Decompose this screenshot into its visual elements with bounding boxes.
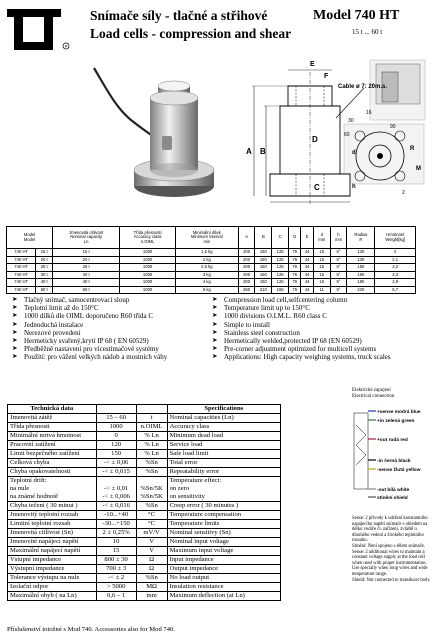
spec-cell: Temperature compensation <box>167 511 280 520</box>
model-table-header-cell: E <box>301 227 313 249</box>
table-row <box>8 592 281 601</box>
table-cell: 130 <box>347 256 375 264</box>
table-row <box>7 264 416 272</box>
draw-label-30: 30 <box>348 118 354 124</box>
spec-cell: Izolační odpor <box>8 583 97 592</box>
table-row <box>8 556 281 565</box>
spec-cell: -< ± 0,015 <box>96 468 136 477</box>
spec-cell: 0 <box>96 432 136 441</box>
spec-cell: Minimum dead load <box>167 432 280 441</box>
table-cell: 150 <box>255 249 272 257</box>
table-cell: 210 <box>255 286 272 294</box>
spec-cell: 15 <box>96 547 136 556</box>
table-cell: 15 t <box>53 249 120 257</box>
feature-item: ➤ Applications: High capacity weighing systems, truck scales <box>212 353 422 361</box>
spec-cell: %Sn <box>136 459 167 468</box>
table-cell: 155 <box>272 286 289 294</box>
table-cell: 125 <box>272 264 289 272</box>
table-cell: 30 t <box>53 271 120 279</box>
spec-cell: 10 <box>96 538 136 547</box>
spec-cell: 15 – 60 <box>96 414 136 423</box>
spec-cell: %Sn/5K %Sn/5K <box>136 477 167 502</box>
wire-label: -out bílá white <box>377 487 410 493</box>
draw-label-16: 16 <box>366 110 372 116</box>
spec-cell: Total error <box>167 459 280 468</box>
table-cell: 40 t <box>36 279 53 287</box>
table-cell: 15 <box>313 264 330 272</box>
draw-label-c: C <box>314 183 320 192</box>
table-cell: 15 <box>313 249 330 257</box>
table-row <box>8 502 281 511</box>
spec-cell: Input impedance <box>167 556 280 565</box>
table-cell: 60 t <box>53 286 120 294</box>
spec-cell: 2 ± 0,25% <box>96 529 136 538</box>
table-cell: 76 <box>289 286 301 294</box>
spec-cell: Tolerance výstupu na nule <box>8 574 97 583</box>
table-cell: 260 <box>238 286 255 294</box>
draw-label-b: B <box>260 147 266 156</box>
table-row <box>7 279 416 287</box>
feature-item: ➤ Použití: pro vážení velkých nádob a mostních váhy <box>12 353 217 361</box>
spec-cell: Output impedance <box>167 565 280 574</box>
table-cell: 76 <box>289 264 301 272</box>
feature-item: ➤ Nerezové provedení <box>12 329 217 337</box>
features-czech-list <box>12 296 217 362</box>
spec-cell: Service load <box>167 441 280 450</box>
table-cell: 11 <box>313 286 330 294</box>
wiring-diagram <box>352 405 432 513</box>
table-cell: 6 kg <box>175 286 238 294</box>
table-cell: 130 <box>347 249 375 257</box>
table-cell: 15 <box>313 271 330 279</box>
spec-cell: -< ± 0,016 <box>96 502 136 511</box>
table-cell: 5° <box>330 249 347 257</box>
table-cell: 5° <box>330 264 347 272</box>
spec-cell: Limitní teplotní rozsah <box>8 520 97 529</box>
model-table-header-cell: Třída přesnosti Accuracy class n.OIML <box>120 227 176 249</box>
table-cell: 44 <box>301 249 313 257</box>
table-row <box>8 414 281 423</box>
table-cell: 76 <box>289 256 301 264</box>
table-cell: 4 kg <box>175 279 238 287</box>
spec-cell: Teplotní drift: na nule na známé hodnotě <box>8 477 97 502</box>
model-name: Model 740 HT <box>313 8 400 23</box>
model-table-header-cell: D <box>289 227 301 249</box>
features-english-list <box>212 296 422 362</box>
table-cell: 44 <box>301 256 313 264</box>
spec-cell: Maximální napájecí napětí <box>8 547 97 556</box>
table-cell: 740 HT <box>7 264 36 272</box>
draw-label-e: E <box>310 61 315 68</box>
electrical-connection-title <box>352 388 432 400</box>
table-cell: 200 <box>238 256 255 264</box>
table-row <box>7 271 416 279</box>
spec-cell: mV/V <box>136 529 167 538</box>
feature-item: ➤ Simple to install <box>212 321 422 329</box>
spec-cell: n.OIML <box>136 423 167 432</box>
svg-text:R: R <box>64 43 68 49</box>
feature-item: ➤ 1000 dílků dle OIML doporučeno R60 třída C <box>12 312 217 320</box>
dimension-drawing <box>240 58 430 206</box>
table-cell: 740 HT <box>7 279 36 287</box>
spec-cell: Nominal input voltage <box>167 538 280 547</box>
model-dimensions-table <box>6 226 416 294</box>
spec-cell: Celková chyba <box>8 459 97 468</box>
model-table-header-cell: Hmotnost Weight[kg] <box>375 227 416 249</box>
table-row <box>8 520 281 529</box>
table-cell: 5,7 <box>375 286 416 294</box>
table-cell: 1000 <box>120 279 176 287</box>
feature-item: ➤ Compression load cell,selfcentering column <box>212 296 422 304</box>
draw-label-60: 60 <box>344 132 350 138</box>
table-row <box>8 511 281 520</box>
feature-item: ➤ Hermetically welded,protected IP 68 (EN 60529) <box>212 337 422 345</box>
table-cell: 740 HT <box>7 286 36 294</box>
feature-item: ➤ Předběžně nastavení pro vícestimačové systémy <box>12 345 217 353</box>
spec-cell: % Ln <box>136 432 167 441</box>
table-cell: 150 <box>255 271 272 279</box>
table-row <box>7 249 416 257</box>
table-cell: 740 HT <box>7 256 36 264</box>
spec-cell: 0,6 – 1 <box>96 592 136 601</box>
wire-label: -sense žlutá yellow <box>377 467 421 473</box>
table-cell: 20 t <box>53 256 120 264</box>
feature-item: ➤ Jednoduchá instalace <box>12 321 217 329</box>
table-cell: 30 t <box>36 271 53 279</box>
table-cell: 20 t <box>36 256 53 264</box>
table-cell: 15 <box>313 256 330 264</box>
draw-label-90: 90 <box>390 124 396 130</box>
spec-cell: % Ln <box>136 441 167 450</box>
spec-cell: Maximum deflection (at Ln) <box>167 592 280 601</box>
table-cell: 150 <box>255 279 272 287</box>
table-row <box>8 468 281 477</box>
feature-item: ➤ 1000 divisions O.I.M.L. R60 class C <box>212 312 422 320</box>
spec-cell: %Sn <box>136 574 167 583</box>
table-cell: 3 kg <box>175 271 238 279</box>
spec-cell: Maximální ohyb ( na Ln) <box>8 592 97 601</box>
spec-cell: Chyba opakovatelnosti <box>8 468 97 477</box>
draw-label-d: D <box>312 135 318 144</box>
table-cell: 150 <box>255 264 272 272</box>
table-cell: 2,2 <box>375 264 416 272</box>
table-cell: 200 <box>238 271 255 279</box>
spec-cell: Vstupní impedance <box>8 556 97 565</box>
spec-cell: 1000 <box>96 423 136 432</box>
draw-label-r: R <box>410 146 415 152</box>
spec-cell: Nominal capacities (Ln) <box>167 414 280 423</box>
table-cell: 150 <box>347 264 375 272</box>
model-table-header-cell: C <box>272 227 289 249</box>
feature-item: ➤ Tlačný snímač, samocentrovací sloup <box>12 296 217 304</box>
table-cell: 200 <box>238 249 255 257</box>
spec-cell: > 5000 <box>96 583 136 592</box>
feature-item: ➤ Pre-corner adjustment optimized for multicell systems <box>212 345 422 353</box>
table-row <box>8 432 281 441</box>
table-cell: 44 <box>301 286 313 294</box>
model-table-header-cell: Jmenovitá citlivost Nominal capacity Ln <box>53 227 120 249</box>
table-row <box>8 547 281 556</box>
table-cell: 160 <box>347 271 375 279</box>
spec-header-english: Specifications <box>167 405 280 414</box>
model-table-header-cell: Minimální dílek Minimum interval min <box>175 227 238 249</box>
spec-cell: V <box>136 547 167 556</box>
accessories-footer: Příslušenství totožné s Mod 740. Accessories also for Mod 740. <box>7 626 175 633</box>
cable-label: Cable ø 7: 20m.s. <box>338 84 388 90</box>
spec-cell: -30...+150 <box>96 520 136 529</box>
model-range: 15 t ... 60 t <box>352 28 383 36</box>
table-row <box>8 477 281 502</box>
spec-cell: 150 <box>96 450 136 459</box>
wire-label: +out rudá red <box>377 437 408 443</box>
spec-cell: Jmenovitá citlivost (Sn) <box>8 529 97 538</box>
spec-cell: Repeatability error <box>167 468 280 477</box>
table-row <box>8 574 281 583</box>
table-cell: 5° <box>330 286 347 294</box>
spec-cell: Jmenovitý teplotní rozsah <box>8 511 97 520</box>
table-row <box>7 286 416 294</box>
table-row <box>7 256 416 264</box>
electrical-note: Sense: 2 přívody k udržení konstantního napájecího napětí snímače s ohledem na délku vodiče či. zařízení, zvláště u dlouhého vedení a širokého teplotního rozsahu. Stínění: Není spojeno s tělem snímače. Sense: 2 additional wires to maintain a constant voltage supply at the load cell when used with proper instrumentation. Use specially when long wires and wide temperature range. Shield: Not connected to transducer body. <box>352 516 431 583</box>
spec-cell: Chyba tečení ( 30 minut ) <box>8 502 97 511</box>
spec-cell: °C <box>136 511 167 520</box>
spec-cell: 800 ± 30 <box>96 556 136 565</box>
spec-cell: Ω <box>136 565 167 574</box>
spec-cell: mm <box>136 592 167 601</box>
table-cell: 5° <box>330 271 347 279</box>
table-cell: 2,9 <box>375 279 416 287</box>
spec-cell: Limit bezpečného zatížení <box>8 450 97 459</box>
spec-cell: Minimální mrtvá hmotnost <box>8 432 97 441</box>
table-cell: 1000 <box>120 249 176 257</box>
spec-cell: % Ln <box>136 450 167 459</box>
spec-cell: t <box>136 414 167 423</box>
specifications-table <box>7 404 281 601</box>
table-row <box>8 450 281 459</box>
spec-cell: Creep error ( 30 minutes ) <box>167 502 280 511</box>
spec-cell: -< ± 0,01 -< ± 0,006 <box>96 477 136 502</box>
table-cell: 25 t <box>53 264 120 272</box>
spec-cell: °C <box>136 520 167 529</box>
table-row <box>8 565 281 574</box>
spec-cell: -< ± 0,06 <box>96 459 136 468</box>
table-cell: 150 <box>255 256 272 264</box>
feature-item: ➤ Stainless steel construction <box>212 329 422 337</box>
model-table-header-cell: Model Model <box>7 227 53 249</box>
table-cell: 2,3 <box>375 271 416 279</box>
model-table-header-cell: h mm <box>330 227 347 249</box>
spec-header-czech: Technická data <box>8 405 97 414</box>
spec-cell: MΩ <box>136 583 167 592</box>
table-row <box>8 529 281 538</box>
table-cell: 125 <box>272 256 289 264</box>
table-cell: 1000 <box>120 256 176 264</box>
table-cell: 76 <box>289 271 301 279</box>
model-table-header <box>7 227 416 249</box>
draw-label-d-small: d <box>352 150 356 156</box>
spec-cell: Accuracy class <box>167 423 280 432</box>
spec-cell: %Sn <box>136 468 167 477</box>
load-cell-photo <box>86 58 241 205</box>
model-table-header-cell: A <box>238 227 255 249</box>
electrical-title-english: Electrical connection <box>352 394 395 399</box>
spec-cell: Třída přesnosti <box>8 423 97 432</box>
table-cell: 44 <box>301 279 313 287</box>
table-cell: 2 <box>375 249 416 257</box>
table-cell: 180 <box>347 279 375 287</box>
table-row <box>8 583 281 592</box>
spec-cell: -10...+40 <box>96 511 136 520</box>
table-cell: 1000 <box>120 264 176 272</box>
table-cell: 1000 <box>120 286 176 294</box>
table-cell: 5° <box>330 279 347 287</box>
spec-cell: No load output <box>167 574 280 583</box>
feature-item: ➤ Hermeticky svařený,krytí IP 68 ( EN 60529) <box>12 337 217 345</box>
table-cell: 125 <box>272 279 289 287</box>
table-cell: 25 t <box>36 264 53 272</box>
spec-cell: 120 <box>96 441 136 450</box>
wire-label: stínění shield <box>377 495 408 501</box>
spec-cell: Jmenovité napájecí napětí <box>8 538 97 547</box>
table-cell: 44 <box>301 271 313 279</box>
feature-item: ➤ Temperature limit up to 150°C <box>212 304 422 312</box>
spec-cell: Safe load limit <box>167 450 280 459</box>
table-cell: 2,1 <box>375 256 416 264</box>
title-czech: Snímače síly - tlačné a střihové <box>90 8 268 23</box>
draw-label-2: 2 <box>402 190 405 196</box>
table-cell: 60 t <box>36 286 53 294</box>
table-cell: 2,5 kg <box>175 264 238 272</box>
spec-cell: Maximum input voltage <box>167 547 280 556</box>
draw-label-h: h <box>352 184 356 190</box>
spec-cell: 700 ± 3 <box>96 565 136 574</box>
model-table-header-cell: Radius R <box>347 227 375 249</box>
table-row <box>8 538 281 547</box>
table-cell: 200 <box>238 279 255 287</box>
table-row <box>8 459 281 468</box>
table-cell: 44 <box>301 264 313 272</box>
spec-cell: -< ± 2 <box>96 574 136 583</box>
spec-cell: Pracovní zatížení <box>8 441 97 450</box>
wire-label: +in zelená green <box>377 418 415 424</box>
model-table-header-cell: d mm <box>313 227 330 249</box>
table-cell: 76 <box>289 249 301 257</box>
table-row <box>8 423 281 432</box>
electrical-title-czech: Elektrické zapojení <box>352 388 391 393</box>
feature-item: ➤ Teplotní limit až do 150°C <box>12 304 217 312</box>
spec-cell: Insulation resistance <box>167 583 280 592</box>
table-cell: 740 HT <box>7 271 36 279</box>
table-cell: 125 <box>272 271 289 279</box>
spec-cell: Temperature effect: on zero on sensitivity <box>167 477 280 502</box>
table-cell: 15 t <box>36 249 53 257</box>
draw-label-m: M <box>416 166 421 172</box>
table-row <box>8 441 281 450</box>
title-english: Load cells - compression and shear <box>90 26 292 41</box>
table-cell: 15 <box>313 279 330 287</box>
table-cell: 2 kg <box>175 256 238 264</box>
table-cell: 40 t <box>53 279 120 287</box>
spec-cell: Temperature limits <box>167 520 280 529</box>
spec-cell: Ω <box>136 556 167 565</box>
table-cell: 5° <box>330 256 347 264</box>
spec-cell: Výstupní impedance <box>8 565 97 574</box>
company-logo <box>6 8 70 50</box>
spec-cell: Jmenovitá zátěž <box>8 414 97 423</box>
table-cell: 220 <box>347 286 375 294</box>
table-cell: 1,5 kg <box>175 249 238 257</box>
model-table-header-cell: B <box>255 227 272 249</box>
draw-label-a: A <box>246 147 252 156</box>
spec-cell: %Sn <box>136 502 167 511</box>
wire-label: +sense modrá blue <box>377 409 421 415</box>
table-cell: 1000 <box>120 271 176 279</box>
table-cell: 76 <box>289 279 301 287</box>
table-cell: 740 HT <box>7 249 36 257</box>
spec-cell: V <box>136 538 167 547</box>
table-cell: 200 <box>238 264 255 272</box>
table-cell: 125 <box>272 249 289 257</box>
spec-cell: Nominal sensitivy (Sn) <box>167 529 280 538</box>
draw-label-f: F <box>324 73 329 80</box>
wire-label: -in černá black <box>377 458 411 464</box>
